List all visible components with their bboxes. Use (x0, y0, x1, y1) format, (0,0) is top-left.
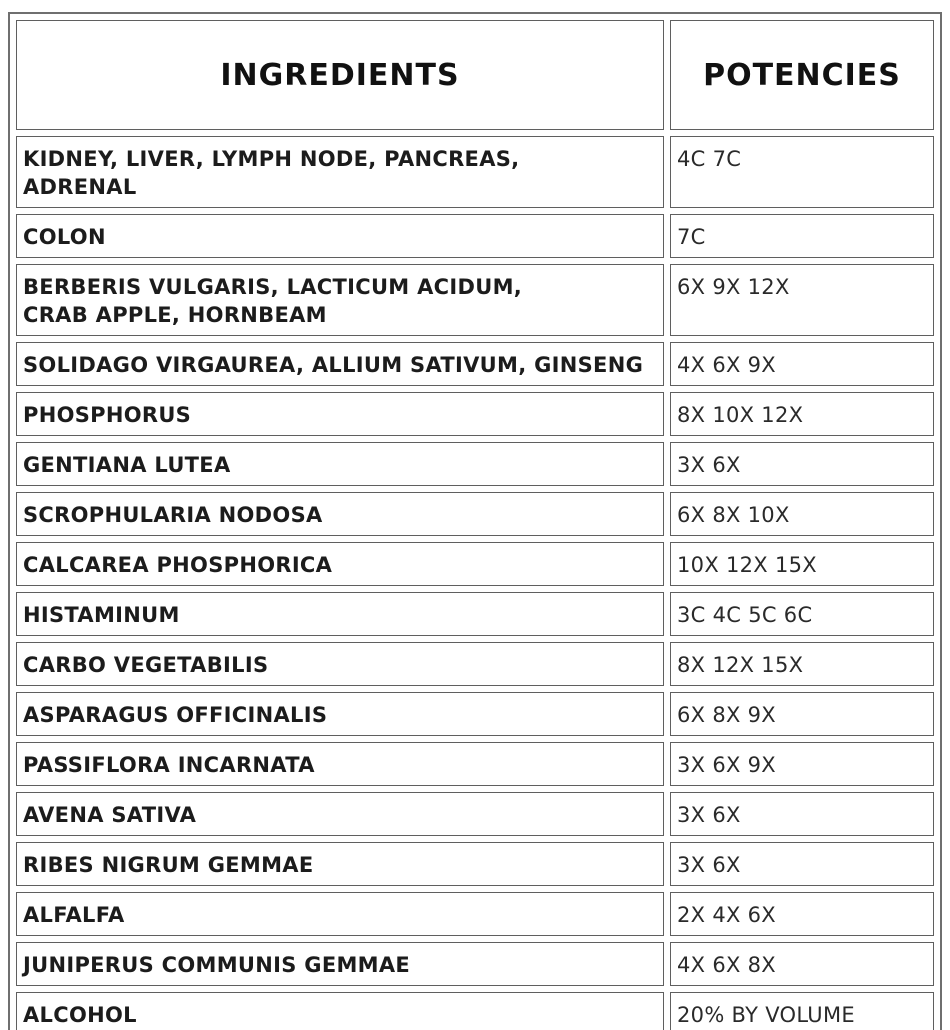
ingredient-line: CRAB APPLE, HORNBEAM (23, 303, 327, 327)
ingredient-cell: PASSIFLORA INCARNATA (16, 742, 664, 786)
potency-cell: 6X 8X 10X (670, 492, 934, 536)
table-row (16, 442, 934, 486)
table-row (16, 136, 934, 208)
potency-cell: 8X 12X 15X (670, 642, 934, 686)
potency-cell: 4C 7C (670, 136, 934, 208)
potency-cell: 6X 8X 9X (670, 692, 934, 736)
potency-cell: 20% BY VOLUME (670, 992, 934, 1030)
table-row (16, 692, 934, 736)
potency-cell: 10X 12X 15X (670, 542, 934, 586)
potency-cell: 7C (670, 214, 934, 258)
table-row (16, 392, 934, 436)
ingredient-cell: ASPARAGUS OFFICINALIS (16, 692, 664, 736)
ingredient-cell: GENTIANA LUTEA (16, 442, 664, 486)
ingredient-cell: HISTAMINUM (16, 592, 664, 636)
potencies-header: POTENCIES (670, 20, 934, 130)
table-row (16, 942, 934, 986)
ingredient-cell: SOLIDAGO VIRGAUREA, ALLIUM SATIVUM, GINSENG (16, 342, 664, 386)
ingredient-cell (16, 136, 664, 208)
ingredient-cell: RIBES NIGRUM GEMMAE (16, 842, 664, 886)
ingredients-table (8, 12, 942, 1030)
ingredients-header: INGREDIENTS (16, 20, 664, 130)
table-row (16, 892, 934, 936)
potency-cell: 8X 10X 12X (670, 392, 934, 436)
ingredient-line: BERBERIS VULGARIS, LACTICUM ACIDUM, (23, 275, 523, 299)
ingredient-line: KIDNEY, LIVER, LYMPH NODE, PANCREAS, (23, 147, 520, 171)
ingredient-cell: CALCAREA PHOSPHORICA (16, 542, 664, 586)
potency-cell: 3C 4C 5C 6C (670, 592, 934, 636)
table-row (16, 642, 934, 686)
potency-cell: 6X 9X 12X (670, 264, 934, 336)
table-row (16, 214, 934, 258)
potency-cell: 4X 6X 9X (670, 342, 934, 386)
ingredient-cell: AVENA SATIVA (16, 792, 664, 836)
ingredient-cell: COLON (16, 214, 664, 258)
table-row (16, 592, 934, 636)
ingredient-cell: JUNIPERUS COMMUNIS GEMMAE (16, 942, 664, 986)
table-row (16, 342, 934, 386)
header-row (16, 20, 934, 130)
potency-cell: 4X 6X 8X (670, 942, 934, 986)
ingredient-cell: ALCOHOL (16, 992, 664, 1030)
table-row (16, 792, 934, 836)
ingredient-cell: PHOSPHORUS (16, 392, 664, 436)
potency-cell: 3X 6X (670, 842, 934, 886)
table-row (16, 842, 934, 886)
potency-cell: 3X 6X 9X (670, 742, 934, 786)
table-row (16, 264, 934, 336)
potency-cell: 3X 6X (670, 792, 934, 836)
ingredient-line: ADRENAL (23, 175, 137, 199)
table-row (16, 542, 934, 586)
ingredient-cell: ALFALFA (16, 892, 664, 936)
potency-cell: 3X 6X (670, 442, 934, 486)
potency-cell: 2X 4X 6X (670, 892, 934, 936)
ingredient-cell (16, 264, 664, 336)
table-row (16, 492, 934, 536)
ingredient-cell: SCROPHULARIA NODOSA (16, 492, 664, 536)
table-row (16, 742, 934, 786)
table-row (16, 992, 934, 1030)
ingredient-cell: CARBO VEGETABILIS (16, 642, 664, 686)
